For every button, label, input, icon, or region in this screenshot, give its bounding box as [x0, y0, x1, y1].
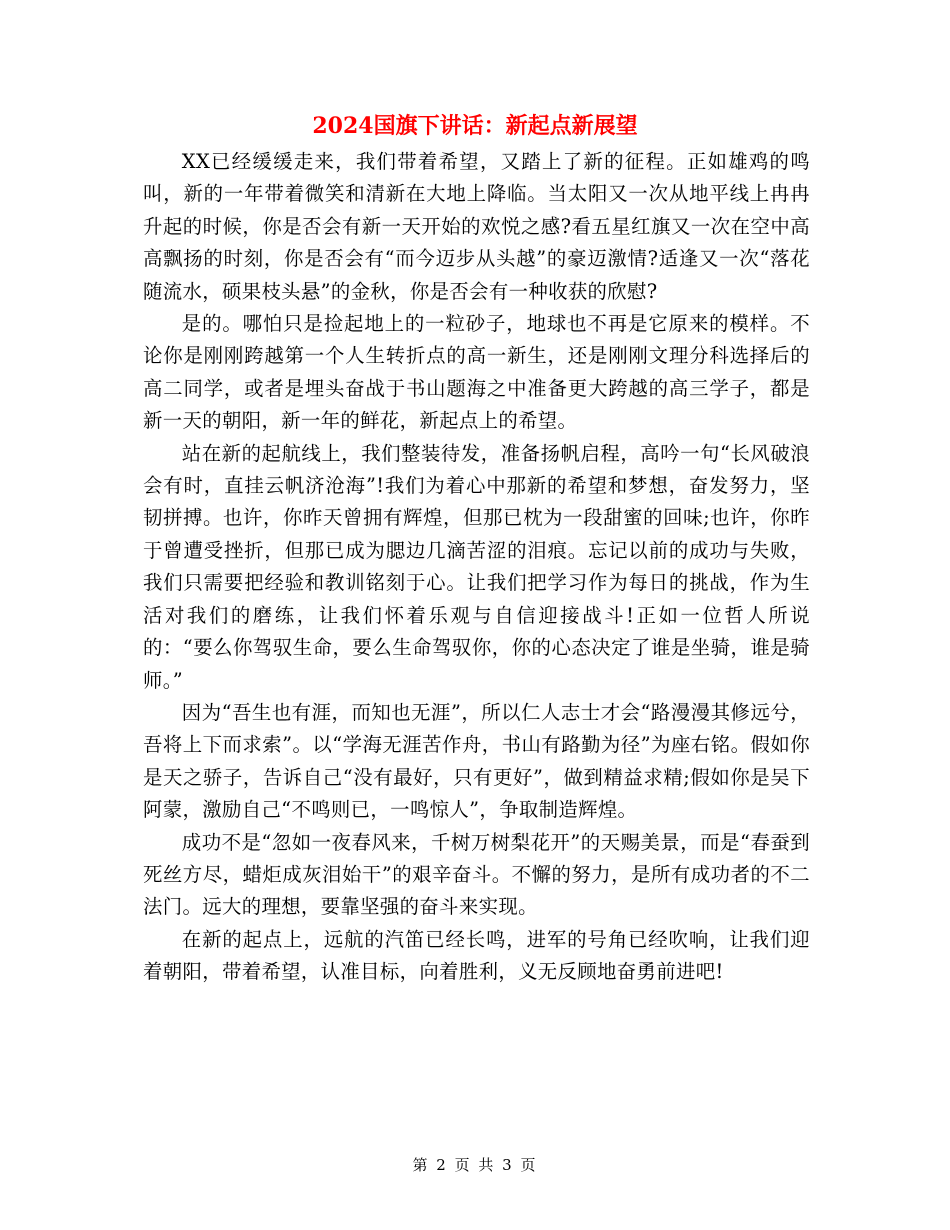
paragraph-4: 因为“吾生也有涯，而知也无涯”，所以仁人志士才会“路漫漫其修远兮，吾将上下而求索”。以“学海无涯苦作舟，书山有路勤为径”为座右铭。假如你是天之骄子，告诉自己“没有最好，只有更好”，做到精益求精;假如你是吴下阿蒙，激励自己“不鸣则已，一鸣惊人”，争取制造辉煌。: [143, 700, 810, 822]
page-number-footer: 第 2 页 共 3 页: [412, 1156, 538, 1174]
paragraph-1: XX已经缓缓走来，我们带着希望，又踏上了新的征程。正如雄鸡的鸣叫，新的一年带着微笑和清新在大地上降临。当太阳又一次从地平线上冉冉升起的时候，你是否会有新一天开始的欢悦之感?看五星红旗又一次在空中高高飘扬的时刻，你是否会有“而今迈步从头越”的豪迈激情?适逢又一次“落花随流水，硕果枝头悬”的金秋，你是否会有一种收获的欣慰?: [143, 150, 810, 303]
paragraph-2: 是的。哪怕只是捡起地上的一粒砂子，地球也不再是它原来的模样。不论你是刚刚跨越第一个人生转折点的高一新生，还是刚刚文理分科选择后的高二同学，或者是埋头奋战于书山题海之中准备更大跨越的高三学子，都是新一天的朝阳，新一年的鲜花，新起点上的希望。: [143, 312, 810, 433]
paragraph-5: 成功不是“忽如一夜春风来，千树万树梨花开”的天赐美景，而是“春蚕到死丝方尽，蜡炬成灰泪始干”的艰辛奋斗。不懈的努力，是所有成功者的不二法门。远大的理想，要靠坚强的奋斗来实现。: [143, 830, 810, 919]
document-title: 2024国旗下讲话：新起点新展望: [312, 113, 638, 139]
paragraph-3: 站在新的起航线上，我们整装待发，准备扬帆启程，高吟一句“长风破浪会有时，直挂云帆济沧海”!我们为着心中那新的希望和梦想，奋发努力，坚韧拼搏。也许，你昨天曾拥有辉煌，但那已枕为一段甜蜜的回味;也许，你昨于曾遭受挫折，但那已成为腮边几滴苦涩的泪痕。忘记以前的成功与失败，我们只需要把经验和教训铭刻于心。让我们把学习作为每日的挑战，作为生活对我们的磨练，让我们怀着乐观与自信迎接战斗!正如一位哲人所说的：“要么你驾驭生命，要么生命驾驭你，你的心态决定了谁是坐骑，谁是骑师。”: [143, 441, 810, 692]
paragraph-6: 在新的起点上，远航的汽笛已经长鸣，进军的号角已经吹响，让我们迎着朝阳，带着希望，认准目标，向着胜利，义无反顾地奋勇前进吧!: [143, 927, 810, 984]
document-body: [143, 146, 810, 989]
